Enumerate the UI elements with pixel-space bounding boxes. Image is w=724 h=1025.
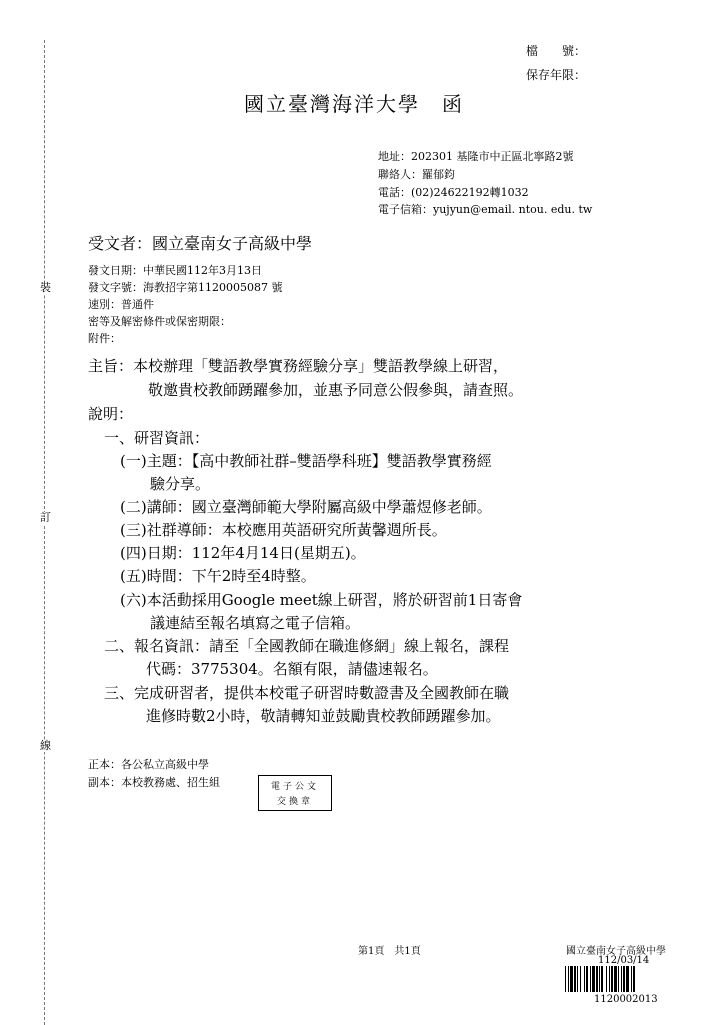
subject-line-1: 主旨：本校辦理「雙語教學實務經驗分享」雙語教學線上研習， <box>88 357 509 375</box>
barcode-bar <box>614 966 617 992</box>
section-2-line-1: 二、報名資訊：請至「全國教師在職進修網」線上報名，課程 <box>104 637 510 655</box>
barcode-bar <box>633 966 635 992</box>
receive-date: 112/03/14 <box>598 955 650 966</box>
item-4: (四)日期：112年4月14日(星期五)。 <box>120 544 366 562</box>
item-1-line-1: (一)主題：【高中教師社群–雙語學科班】雙語教學實務經 <box>120 452 492 470</box>
barcode-bar <box>580 966 581 992</box>
barcode-bar <box>621 966 622 992</box>
barcode-bar <box>601 966 603 992</box>
barcode-bar <box>574 966 576 992</box>
item-1-line-2: 驗分享。 <box>150 475 211 493</box>
secrecy-level: 密等及解密條件或保密期限： <box>88 315 231 328</box>
copy-recipients: 副本：本校教務處、招生組 <box>88 776 220 789</box>
section-1-heading: 一、研習資訊： <box>104 429 210 447</box>
retention-period-label: 保存年限： <box>526 68 587 82</box>
explanation-heading: 說明： <box>88 405 134 423</box>
subject-line-2: 敬邀貴校教師踴躍參加，並惠予同意公假參與，請查照。 <box>148 381 524 399</box>
delivery-speed: 速別：普通件 <box>88 298 154 311</box>
section-3-line-1: 三、完成研習者，提供本校電子研習時數證書及全國教師在職 <box>104 684 510 702</box>
electronic-exchange-stamp <box>258 775 332 811</box>
barcode-bar <box>631 966 632 992</box>
item-5: (五)時間：下午2時至4時整。 <box>120 567 316 585</box>
issue-date: 發文日期：中華民國112年3月13日 <box>88 264 262 277</box>
item-2: (二)講師：國立臺灣師範大學附屬高級中學蕭煜修老師。 <box>120 498 492 516</box>
recipient: 受文者：國立臺南女子高級中學 <box>88 234 313 253</box>
file-number-label: 檔 號： <box>526 44 587 58</box>
barcode-bar <box>609 966 610 992</box>
barcode-bar <box>606 966 607 992</box>
barcode <box>564 966 688 992</box>
barcode-number: 1120002013 <box>594 994 658 1005</box>
document-title: 國立臺灣海洋大學 函 <box>244 92 464 116</box>
original-recipients: 正本：各公私立高級中學 <box>88 758 209 771</box>
barcode-bar <box>584 966 585 992</box>
contact-email: 電子信箱：yujyun@email. ntou. edu. tw <box>378 203 593 216</box>
page-number: 第1頁 共1頁 <box>358 946 421 957</box>
barcode-bar <box>626 966 629 992</box>
barcode-bar <box>592 966 595 992</box>
barcode-bar <box>577 966 578 992</box>
document-number: 發文字號：海教招字第1120005087 號 <box>88 281 283 294</box>
attachment: 附件： <box>88 332 121 345</box>
receiver-org: 國立臺南女子高級中學 <box>566 946 666 957</box>
section-2-line-2: 代碼：3775304。名額有限，請儘速報名。 <box>146 660 438 678</box>
binding-mark-ding: 訂 <box>40 511 51 524</box>
binding-mark-xian: 線 <box>40 739 51 752</box>
binding-line <box>44 40 45 1025</box>
item-6-line-2: 議連結至報名填寫之電子信箱。 <box>150 614 361 632</box>
stamp-line-2: 交換章 <box>276 797 313 807</box>
stamp-line-1: 電子公文 <box>270 782 319 792</box>
barcode-bar <box>586 966 588 992</box>
barcode-bar <box>618 966 619 992</box>
barcode-bar <box>623 966 625 992</box>
item-3: (三)社群導師：本校應用英語研究所黃馨週所長。 <box>120 521 447 539</box>
barcode-bar <box>611 966 613 992</box>
barcode-bar <box>565 966 566 992</box>
barcode-bar <box>599 966 600 992</box>
barcode-bar <box>590 966 591 992</box>
contact-address: 地址：202301 基隆市中正區北寧路2號 <box>378 150 574 163</box>
barcode-bar <box>596 966 598 992</box>
contact-phone: 電話：(02)24622192轉1032 <box>378 186 529 199</box>
barcode-bar <box>570 966 573 992</box>
item-6-line-1: (六)本活動採用Google meet線上研習，將於研習前1日寄會 <box>120 591 523 609</box>
section-3-line-2: 進修時數2小時，敬請轉知並鼓勵貴校教師踴躍參加。 <box>146 707 501 725</box>
contact-person: 聯絡人：羅郁鈞 <box>378 168 455 181</box>
barcode-bar <box>568 966 569 992</box>
binding-mark-zhuang: 裝 <box>40 281 51 294</box>
